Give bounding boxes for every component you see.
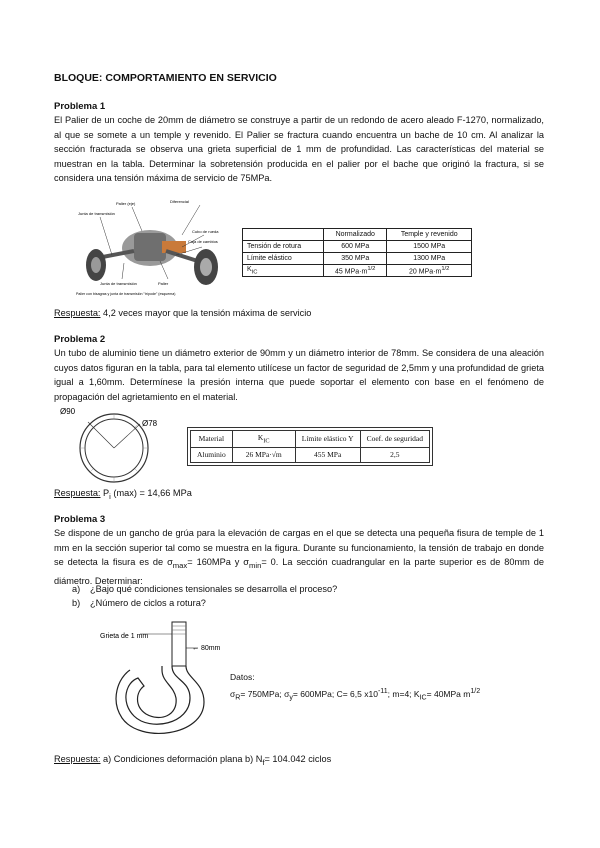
- axle-figure: [72, 193, 228, 299]
- axle-diagram: [72, 193, 228, 299]
- table-cell: $K_{IC}$: [243, 265, 324, 277]
- hook-diagram: [100, 620, 240, 740]
- problem-3-text: Se dispone de un gancho de grúa para la elevación de cargas en el que se detecta una pequeña fisura de temple de 1 mm en la sección superior tal como se muestra en la figura. Durante su funcionamiento, la tensión de trabajo en donde se detecta la fisura es de $\sigma_{max}= 160MPa$ y $\sigma_{min}= 0$. La sección cuadrangular en la parte superior es de 80mm de diámetro. Determinar:: [54, 528, 544, 586]
- tube-diagram: [58, 404, 178, 484]
- list-item: [72, 584, 337, 594]
- table-cell: 600 MPa: [324, 241, 387, 253]
- table-header: Coef. de seguridad: [360, 431, 429, 448]
- table-row: [191, 447, 430, 462]
- answer-text: 4,2 veces mayor que la tensión máxima de servicio: [100, 308, 312, 318]
- table-header: Temple y revenido: [387, 229, 472, 241]
- table-cell: Tensión de rotura: [243, 241, 324, 253]
- material-table-1: [242, 228, 472, 277]
- answer-text: $P_i$ (max) = 14,66 MPa: [100, 488, 192, 501]
- label-d: Caja de cambios: [188, 239, 218, 244]
- answer-label: Respuesta:: [54, 754, 101, 764]
- data-block: [230, 670, 480, 705]
- label-b: Junta de transmisión: [78, 211, 115, 216]
- material-table-2: [190, 430, 430, 463]
- answer-2: [54, 488, 192, 501]
- problem-1-text: El Palier de un coche de 20mm de diámetro se construye a partir de un redondo de acero aleado F-1270, normalizado, al que se somete a un temple y revenido. El Palier se fractura cuando encuentra un bache de 10 cm. Al analizar la sección fracturada se observa una grieta superficial de 1 mm de profundidad. Las características del material se muestran en la tabla. Determinar la sobretensión producida en el palier por el bache que originó la fractura, si se considera una tensión máxima de servicio de 75MPa.: [54, 115, 544, 184]
- table-cell: 455 MPa: [295, 447, 360, 462]
- table-cell: 26 MPa·√m: [232, 447, 295, 462]
- table-row: [243, 253, 472, 265]
- list-item: [72, 598, 206, 608]
- list-item-text: ¿Bajo qué condiciones tensionales se desarrolla el proceso?: [90, 584, 338, 594]
- outer-diameter-label: Ø90: [60, 407, 76, 416]
- problem-3-heading: Problema 3: [54, 514, 106, 525]
- table-header: Normalizado: [324, 229, 387, 241]
- table-header: $K_{IC}$: [232, 431, 295, 448]
- label-diferencial: Diferencial: [170, 199, 189, 204]
- answer-label: Respuesta:: [54, 308, 101, 318]
- data-values: $\sigma_R= 750MPa$; $\sigma_y= 600MPa$; C= 6,5 $x10^{-11}$; m=4; $K_{IC}= 40MPa$ $m^{1/2}$: [230, 687, 481, 702]
- inner-diameter-label: Ø78: [142, 419, 158, 428]
- problem-1-heading: Problema 1: [54, 101, 106, 112]
- table-cell: 20 $MPa\cdot m^{1/2}$: [387, 265, 472, 277]
- label-c: Cubo de rueda: [192, 229, 219, 234]
- crack-label: Grieta de 1 mm: [100, 633, 149, 640]
- page-title: BLOQUE: COMPORTAMIENTO EN SERVICIO: [54, 72, 277, 84]
- problem-2-text: Un tubo de aluminio tiene un diámetro exterior de 90mm y un diámetro interior de 78mm. Se considera de una aleación cuyos datos figuran en la tabla, para tal elemento utilícese un factor de seguridad de 2,5mm y una profundidad de grieta igual a 1,60mm. Determínese la presión interna que puede soportar el elemento con base en el fenómeno de propagación del agrietamiento en el material.: [54, 348, 544, 402]
- table-cell: 350 MPa: [324, 253, 387, 265]
- answer-1: [54, 308, 311, 318]
- answer-3: [54, 754, 331, 767]
- table-cell: [243, 229, 324, 241]
- table-cell: 1500 MPa: [387, 241, 472, 253]
- list-marker: a): [72, 584, 81, 594]
- list-item-text: ¿Número de ciclos a rotura?: [90, 598, 206, 608]
- table-header-row: [243, 229, 472, 241]
- label-e: Junta de transmisión: [100, 281, 137, 286]
- table-header-row: [191, 431, 430, 448]
- problem-2-heading: Problema 2: [54, 334, 106, 345]
- hook-figure: [100, 620, 240, 740]
- data-title: Datos:: [230, 672, 255, 682]
- table-row: [243, 265, 472, 277]
- answer-text: a) Condiciones deformación plana b) $N_f= 104.042$ ciclos: [100, 754, 332, 767]
- table-cell: 45 $MPa\cdot m^{1/2}$: [324, 265, 387, 277]
- table-cell: 1300 MPa: [387, 253, 472, 265]
- table-cell: Aluminio: [191, 447, 233, 462]
- label-g: Palier: [158, 281, 169, 286]
- table-cell: 2,5: [360, 447, 429, 462]
- tube-figure: [58, 404, 178, 484]
- table-cell: Límite elástico: [243, 253, 324, 265]
- label-a: Palier (eje): [116, 201, 136, 206]
- table-header: Material: [191, 431, 233, 448]
- table-row: [243, 241, 472, 253]
- list-marker: b): [72, 598, 81, 608]
- answer-label: Respuesta:: [54, 488, 101, 498]
- dimension-label: ← 80mm: [192, 645, 221, 652]
- figure-caption: Palier con bisagras y junta de transmisión "trípode" (esquema): [76, 292, 176, 296]
- table-header: Límite elástico Y: [295, 431, 360, 448]
